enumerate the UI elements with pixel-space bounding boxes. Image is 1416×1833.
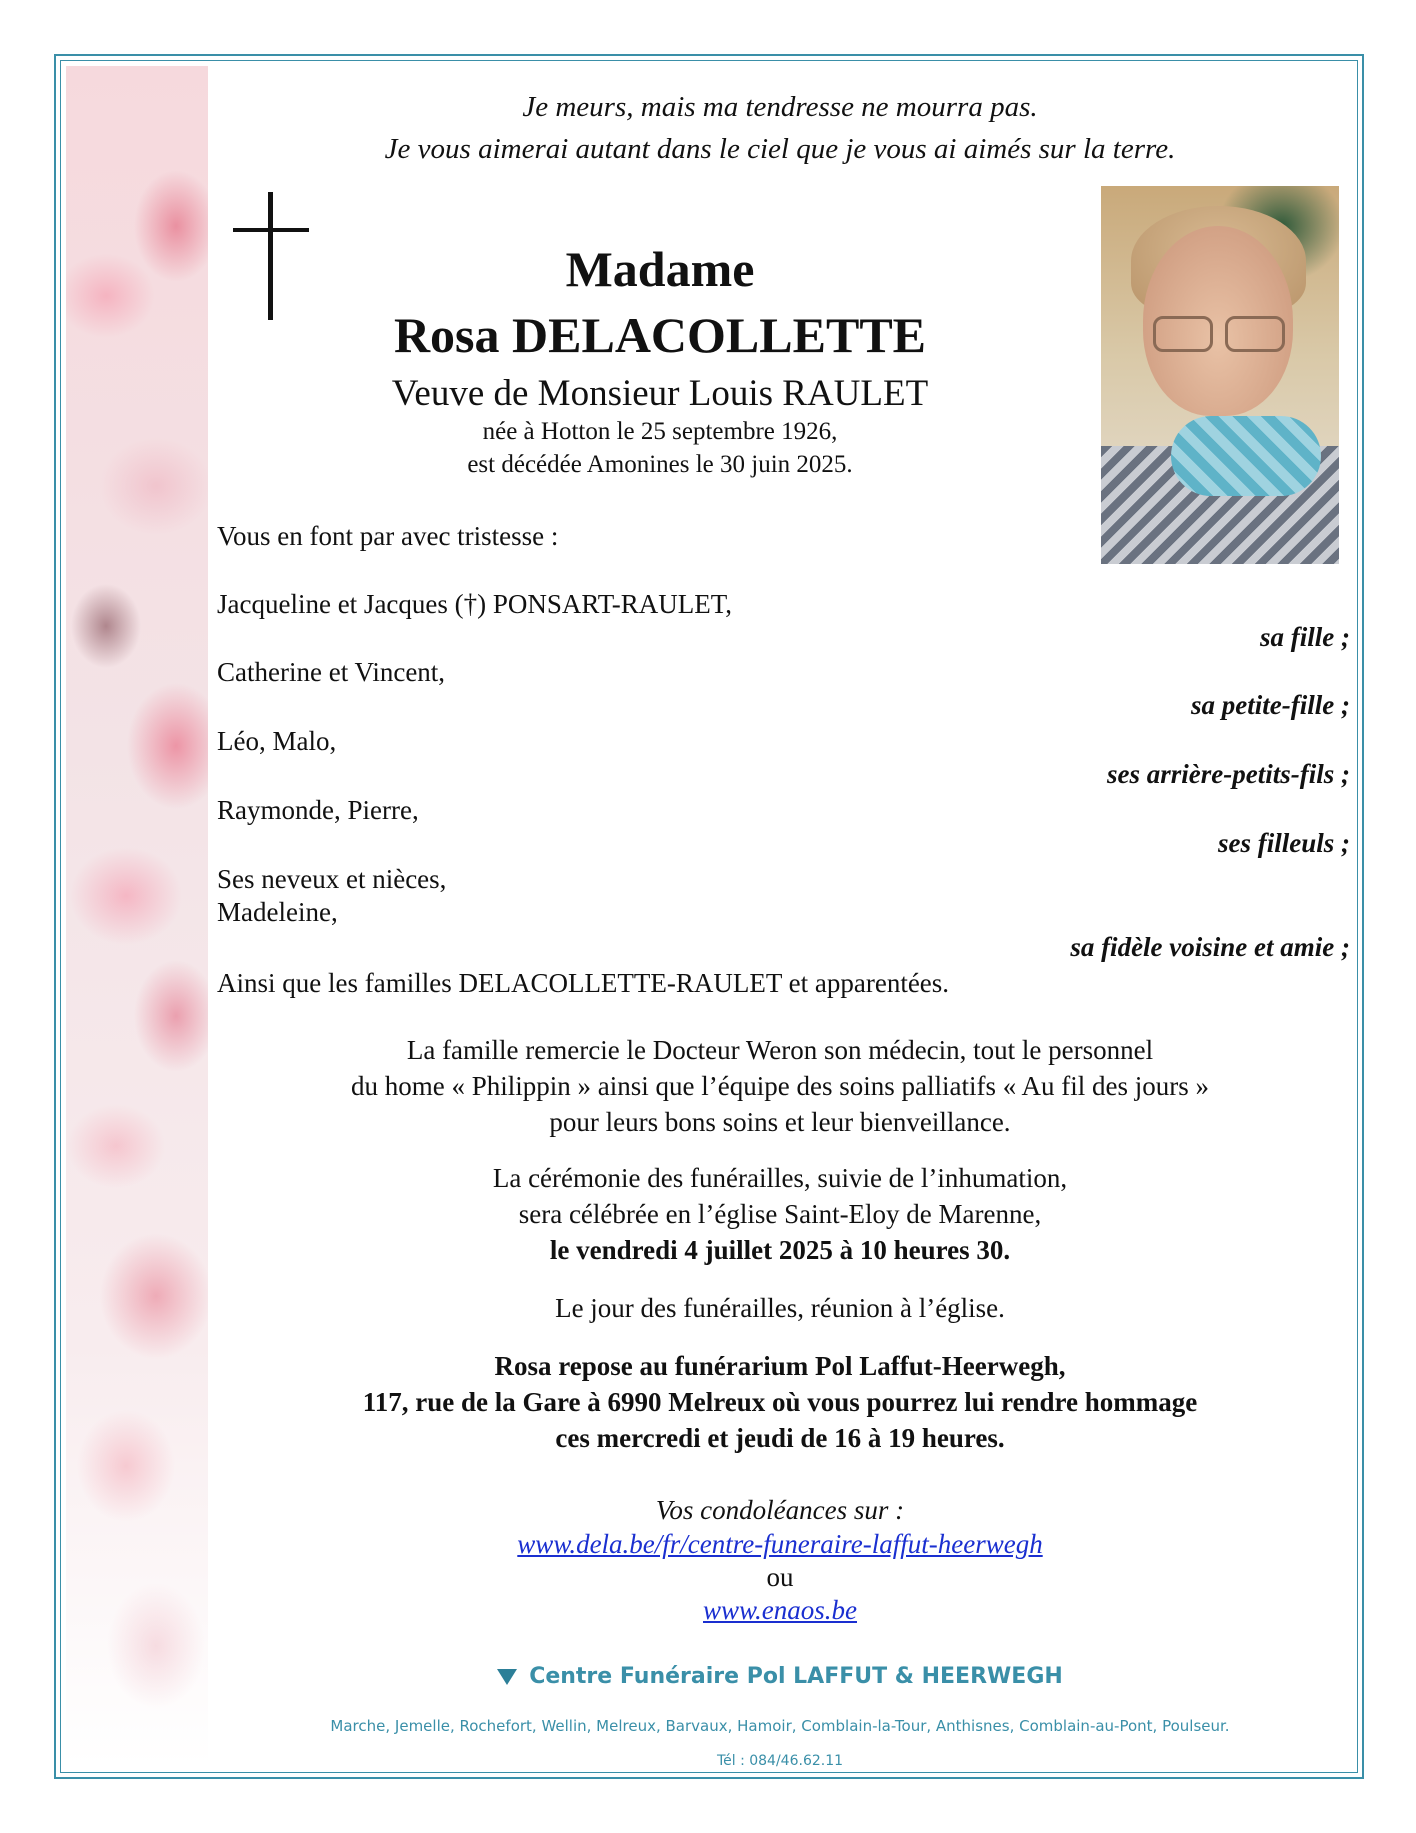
condolences-link-enaos[interactable]: www.enaos.be xyxy=(703,1595,857,1625)
quote-line-2: Je vous aimerai autant dans le ciel que je vous ai aimés sur la terre. xyxy=(384,133,1176,165)
family-relation: sa fidèle voisine et amie ; xyxy=(1070,932,1350,962)
deceased-name: Rosa DELACOLLETTE xyxy=(393,307,927,363)
ceremony-date: le vendredi 4 juillet 2025 à 10 heures 30. xyxy=(549,1235,1011,1265)
family-relation: ses filleuls ; xyxy=(1218,828,1350,858)
ceremony-line-1: La cérémonie des funérailles, suivie de l’inhumation, xyxy=(492,1163,1068,1193)
family-relation: sa petite-fille ; xyxy=(1191,690,1350,720)
family-relation: sa fille ; xyxy=(1260,622,1350,652)
title-madame: Madame xyxy=(565,241,755,297)
triangle-down-icon xyxy=(497,1669,517,1685)
family-names: Ainsi que les familles DELACOLLETTE-RAULET et apparentées. xyxy=(217,968,950,998)
family-names: Jacqueline et Jacques (†) PONSART-RAULET, xyxy=(217,589,733,619)
family-names: Ses neveux et nièces, xyxy=(217,864,447,894)
spouse-line: Veuve de Monsieur Louis RAULET xyxy=(391,373,929,414)
thanks-line-1: La famille remercie le Docteur Weron son médecin, tout le personnel xyxy=(406,1035,1154,1065)
or-text: ou xyxy=(766,1562,794,1592)
family-names: Léo, Malo, xyxy=(217,726,337,756)
announce-line: Vous en font par avec tristesse : xyxy=(217,521,559,551)
family-names: Raymonde, Pierre, xyxy=(217,795,419,825)
funeral-home-label: Centre Funéraire Pol LAFFUT & HEERWEGH xyxy=(529,1664,1063,1689)
ceremony-line-2: sera célébrée en l’église Saint-Eloy de Marenne, xyxy=(518,1199,1042,1229)
family-relation: ses arrière-petits-fils ; xyxy=(1107,759,1350,789)
death-line: est décédée Amonines le 30 juin 2025. xyxy=(467,451,853,478)
funeral-home-phone: Tél : 084/46.62.11 xyxy=(716,1753,844,1769)
birth-line: née à Hotton le 25 septembre 1926, xyxy=(482,418,838,445)
thanks-line-2: du home « Philippin » ainsi que l’équipe des soins palliatifs « Au fil des jours » xyxy=(351,1071,1209,1101)
meeting-line: Le jour des funérailles, réunion à l’église. xyxy=(555,1293,1005,1323)
floral-side-image xyxy=(66,66,208,1766)
rest-line-1: Rosa repose au funérarium Pol Laffut-Heerwegh, xyxy=(494,1351,1066,1381)
rest-line-2: 117, rue de la Gare à 6990 Melreux où vous pourrez lui rendre hommage xyxy=(362,1387,1198,1417)
quote-line-1: Je meurs, mais ma tendresse ne mourra pas. xyxy=(522,91,1038,123)
portrait-photo xyxy=(1101,186,1339,564)
cross-icon xyxy=(233,192,309,320)
condolences-link-dela[interactable]: www.dela.be/fr/centre-funeraire-laffut-heerwegh xyxy=(517,1529,1043,1559)
family-names: Catherine et Vincent, xyxy=(217,657,446,687)
funeral-home-name xyxy=(230,1664,1330,1689)
thanks-line-3: pour leurs bons soins et leur bienveillance. xyxy=(549,1107,1011,1137)
rest-line-3: ces mercredi et jeudi de 16 à 19 heures. xyxy=(555,1423,1005,1453)
condolences-label: Vos condoléances sur : xyxy=(655,1495,905,1525)
funeral-home-towns: Marche, Jemelle, Rochefort, Wellin, Melreux, Barvaux, Hamoir, Comblain-la-Tour, Anthisnes, Comblain-au-Pont, Poulseur. xyxy=(330,1717,1230,1735)
family-names: Madeleine, xyxy=(217,897,338,927)
